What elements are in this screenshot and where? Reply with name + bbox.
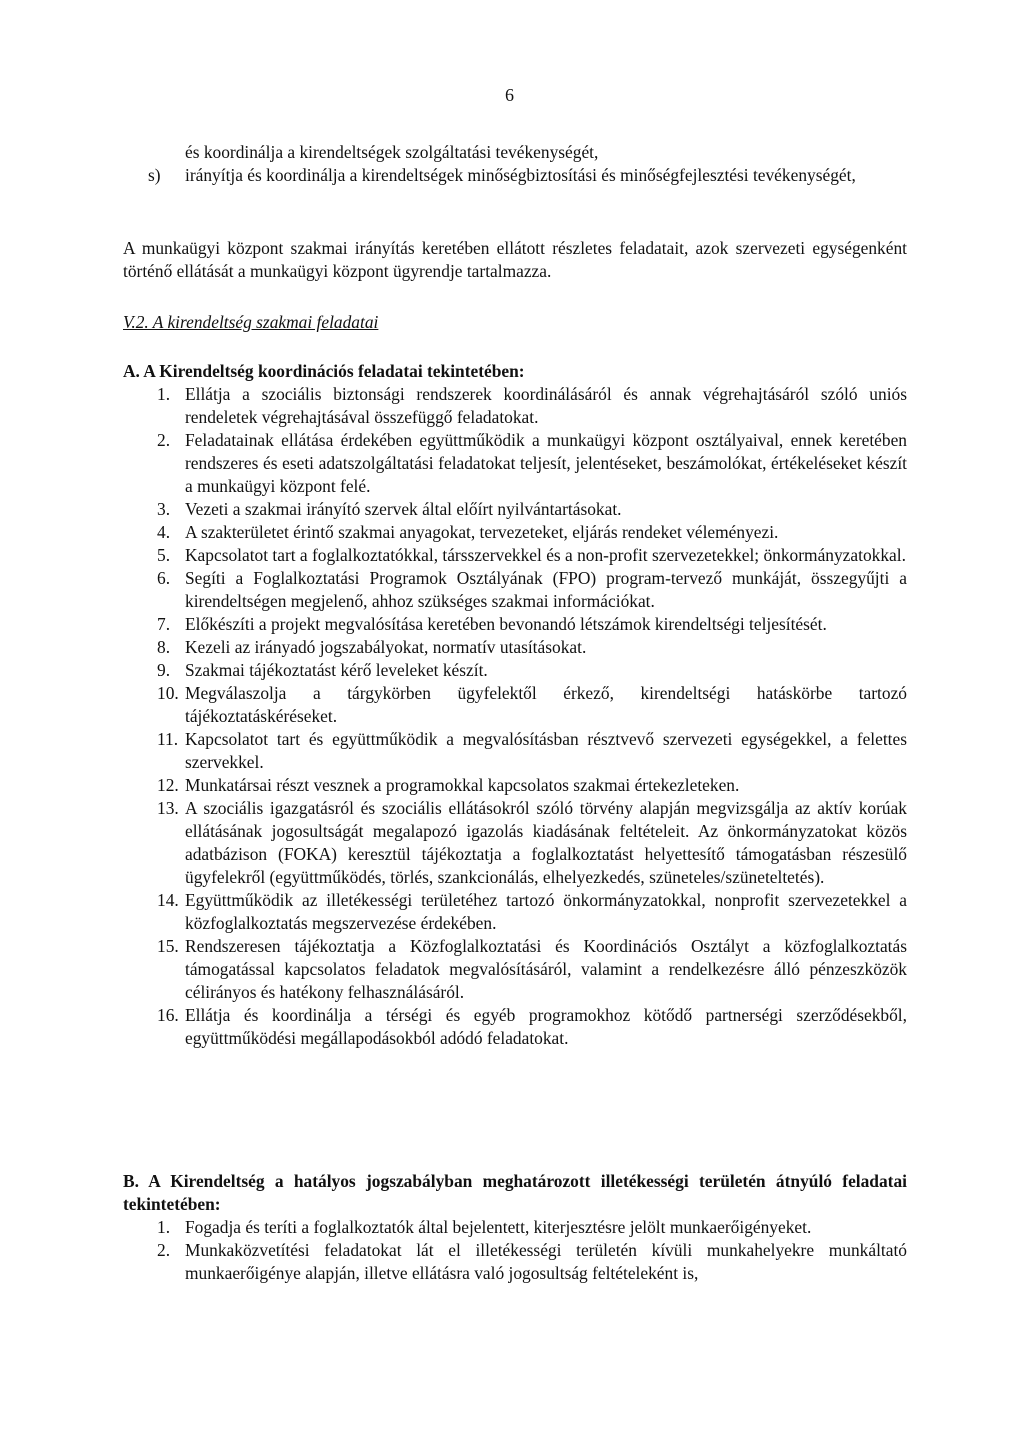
- list-item-text: Szakmai tájékoztatást kérő leveleket készít.: [185, 660, 488, 680]
- list-item-marker: s): [148, 165, 161, 185]
- list-item-text: Segíti a Foglalkoztatási Programok Osztályának (FPO) program-tervező munkáját, összegyűjti a kirendeltségen megjelenő, ahhoz szükséges szakmai információkat.: [185, 568, 907, 611]
- list-item-text: irányítja és koordinálja a kirendeltségek minőségbiztosítási és minőségfejlesztési tevékenységét,: [185, 165, 856, 185]
- page-number: 6: [505, 85, 514, 105]
- list-item: [123, 429, 907, 498]
- list-item: [123, 544, 907, 567]
- list-item: [123, 935, 907, 1004]
- list-item-number: 14.: [157, 890, 179, 910]
- list-item-number: 12.: [157, 775, 179, 795]
- list-item-text: Előkészíti a projekt megvalósítása keretében bevonandó létszámok kirendeltségi teljesítését.: [185, 614, 827, 634]
- list-item-text: Ellátja a szociális biztonsági rendszerek koordinálásáról és annak végrehajtásáról szóló uniós rendeletek végrehajtásával összefüggő feladatokat.: [185, 384, 907, 427]
- list-item-number: 1.: [157, 384, 171, 404]
- list-item-number: 16.: [157, 1005, 179, 1025]
- section-title: V.2. A kirendeltség szakmai feladatai: [123, 312, 379, 332]
- list-item-text: Ellátja és koordinálja a térségi és egyéb programokhoz kötődő partnerségi szerződésekből, együttműködési megállapodásokból adódó feladatokat.: [185, 1005, 907, 1048]
- list-item: [123, 613, 907, 636]
- list-item-number: 2.: [157, 430, 171, 450]
- section-b-heading: B. A Kirendeltség a hatályos jogszabályban meghatározott illetékességi területén átnyúló feladatai tekintetében:: [123, 1171, 907, 1214]
- list-item-s: [148, 164, 908, 187]
- list-item: [123, 636, 907, 659]
- list-item-number: 1.: [157, 1217, 171, 1237]
- list-item-text: Megválaszolja a tárgykörben ügyfelektől érkező, kirendeltségi hatáskörbe tartozó tájékoztatáskéréseket.: [185, 683, 907, 726]
- list-item: [123, 1216, 907, 1239]
- body-paragraph: A munkaügyi központ szakmai irányítás keretében ellátott részletes feladatait, azok szervezeti egységenként történő ellátását a munkaügyi központ ügyrendje tartalmazza.: [123, 238, 907, 281]
- list-item: [123, 889, 907, 935]
- list-item-number: 8.: [157, 637, 171, 657]
- list-item: [123, 498, 907, 521]
- list-item-number: 6.: [157, 568, 171, 588]
- list-item-number: 5.: [157, 545, 171, 565]
- list-item: [123, 521, 907, 544]
- list-item: [123, 383, 907, 429]
- list-item: [123, 659, 907, 682]
- continuation-line: és koordinálja a kirendeltségek szolgáltatási tevékenységét,: [185, 142, 599, 162]
- list-item-text: Feladatainak ellátása érdekében együttműködik a munkaügyi központ osztályaival, ennek keretében rendszeres és eseti adatszolgáltatási feladatokat teljesít, jelentéseket, beszámolókat, értékeléseket készít a munkaügyi központ felé.: [185, 430, 907, 496]
- list-item: [123, 1239, 907, 1285]
- list-item-number: 3.: [157, 499, 171, 519]
- list-item-text: Kapcsolatot tart a foglalkoztatókkal, társszervekkel és a non-profit szervezetekkel; önkormányzatokkal.: [185, 545, 906, 565]
- list-item-number: 10.: [157, 683, 179, 703]
- list-item-text: Munkaközvetítési feladatokat lát el illetékességi területén kívüli munkahelyekre munkáltató munkaerőigénye alapján, illetve ellátásra való jogosultság feltételeként is,: [185, 1240, 907, 1283]
- list-item: [123, 797, 907, 889]
- section-a-heading: A. A Kirendeltség koordinációs feladatai tekintetében:: [123, 361, 525, 381]
- list-item: [123, 567, 907, 613]
- list-item-text: Munkatársai részt vesznek a programokkal kapcsolatos szakmai értekezleteken.: [185, 775, 740, 795]
- list-item-number: 9.: [157, 660, 171, 680]
- list-item-number: 7.: [157, 614, 171, 634]
- list-item-number: 2.: [157, 1240, 171, 1260]
- list-item: [123, 1004, 907, 1050]
- list-item-number: 11.: [157, 729, 179, 749]
- list-item: [123, 774, 907, 797]
- list-item-number: 4.: [157, 522, 171, 542]
- list-item-number: 15.: [157, 936, 179, 956]
- section-a-list: [123, 383, 907, 1050]
- list-item-text: Vezeti a szakmai irányító szervek által előírt nyilvántartásokat.: [185, 499, 622, 519]
- list-item-text: A szakterületet érintő szakmai anyagokat, tervezeteket, eljárás rendeket véleményezi.: [185, 522, 779, 542]
- list-item-text: Fogadja és teríti a foglalkoztatók által bejelentett, kiterjesztésre jelölt munkaerőigényeket.: [185, 1217, 812, 1237]
- list-item-text: Kezeli az irányadó jogszabályokat, normatív utasításokat.: [185, 637, 587, 657]
- list-item-text: A szociális igazgatásról és szociális ellátásokról szóló törvény alapján megvizsgálja az aktív korúak ellátásának jogosultságát megalapozó igazolás kiadásának feltételeit. Az önkormányzatokat közös adatbázison (FOKA) keresztül tájékoztatja a foglalkoztatást helyettesítő támogatásban részesülő ügyfelekről (együttműködés, törlés, szankcionálás, elhelyezkedés, szüneteles/szüneteltetés).: [185, 798, 907, 887]
- list-item-number: 13.: [157, 798, 179, 818]
- list-item-text: Együttműködik az illetékességi területéhez tartozó önkormányzatokkal, nonprofit szervezetekkel a közfoglalkoztatás megszervezése érdekében.: [185, 890, 907, 933]
- list-item: [123, 682, 907, 728]
- list-item: [123, 728, 907, 774]
- list-item-text: Rendszeresen tájékoztatja a Közfoglalkoztatási és Koordinációs Osztályt a közfoglalkoztatás támogatással kapcsolatos feladatok megvalósításáról, valamint a rendelkezésre álló pénzeszközök célirányos és hatékony felhasználásáról.: [185, 936, 907, 1002]
- list-item-text: Kapcsolatot tart és együttműködik a megvalósításban résztvevő szervezeti egységekkel, a felettes szervekkel.: [185, 729, 907, 772]
- section-b-list: [123, 1216, 907, 1285]
